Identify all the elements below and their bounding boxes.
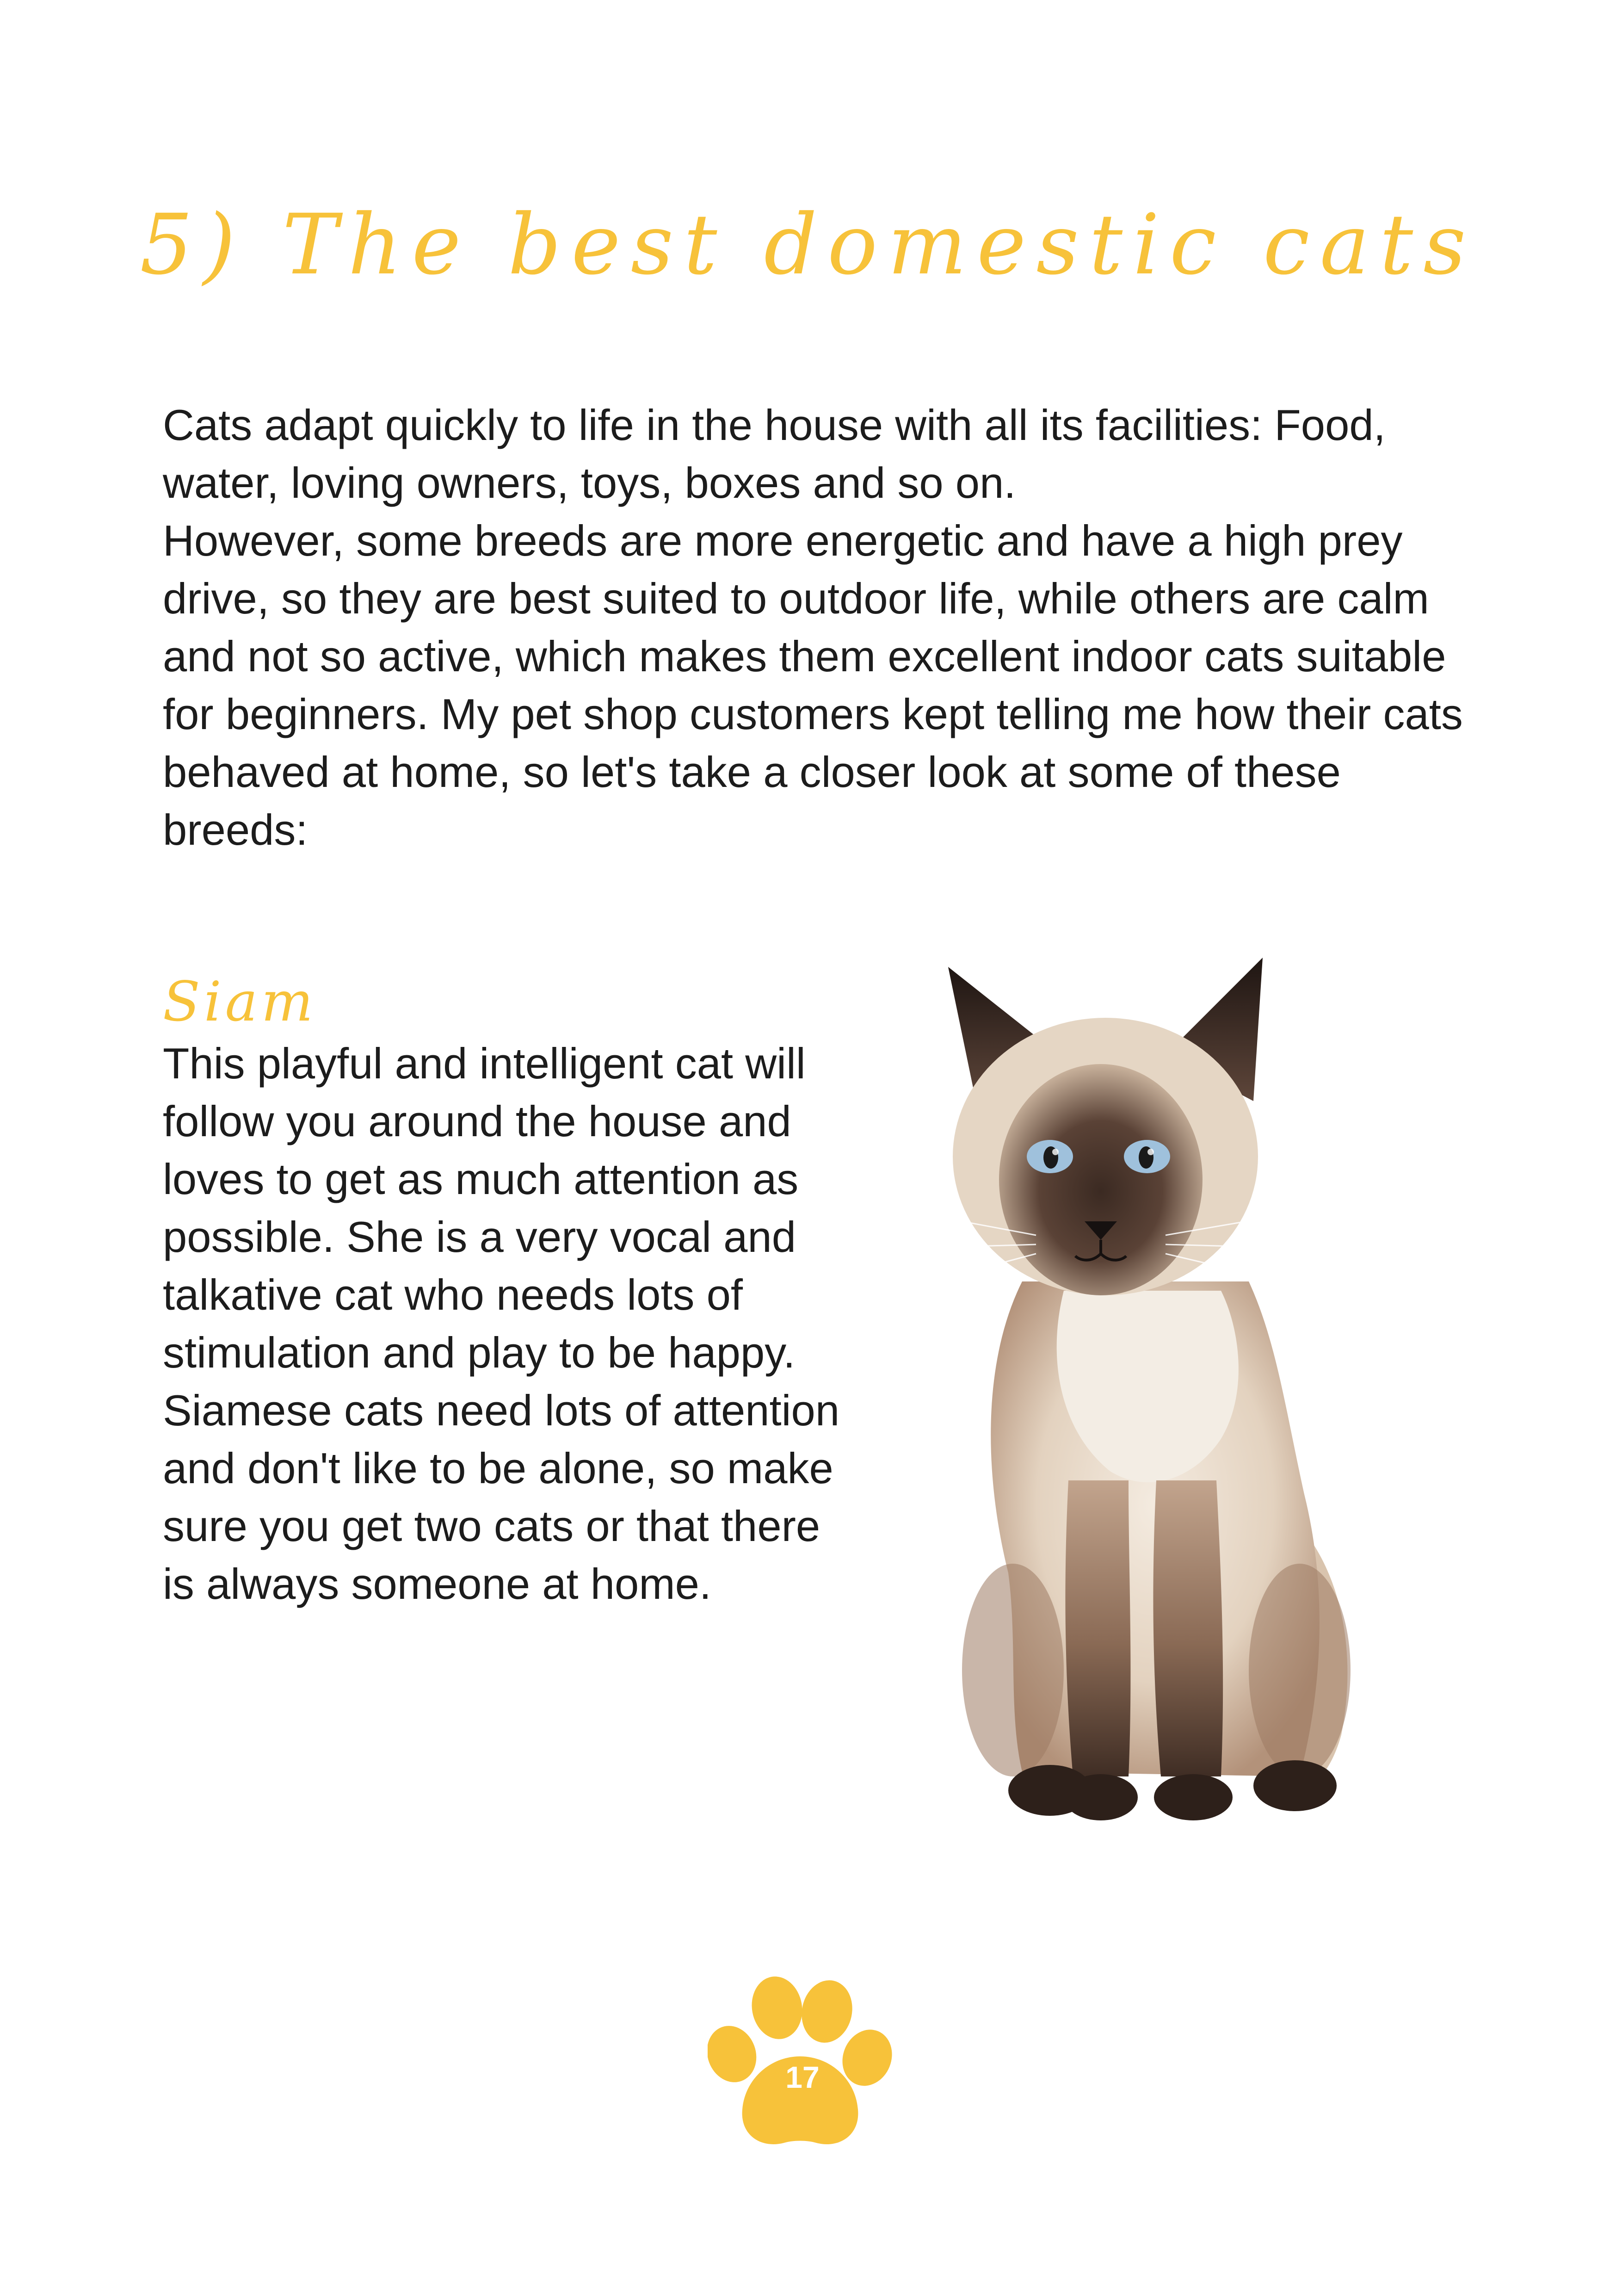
breed-description: This playful and intelligent cat will follow you around the house and loves to get as much attention as possible. She is a very vocal and talkative cat who needs lots of stimulation and play to be happy. Siamese cats need lots of attention and don't like to be alone, so make sure you get two cats or that there is always someone at home. (163, 1039, 840, 1608)
intro-text (163, 396, 1476, 859)
siamese-cat-image (870, 948, 1425, 1837)
intro-paragraph-1: Cats adapt quickly to life in the house with all its facilities: Food, water, loving owners, toys, boxes and so on. (163, 401, 1386, 507)
page-title: 5) The best domestic cats (140, 197, 1476, 293)
intro-paragraph-2: However, some breeds are more energetic and have a high prey drive, so they are best suited to outdoor life, while others are calm and not so active, which makes them excellent indoor cats suitable for beginners. My pet shop customers kept telling me how their cats behaved at home, so let's take a closer look at some of these breeds: (163, 516, 1463, 854)
breed-heading: Siam (163, 970, 317, 1034)
page-number: 17 (785, 2060, 820, 2094)
